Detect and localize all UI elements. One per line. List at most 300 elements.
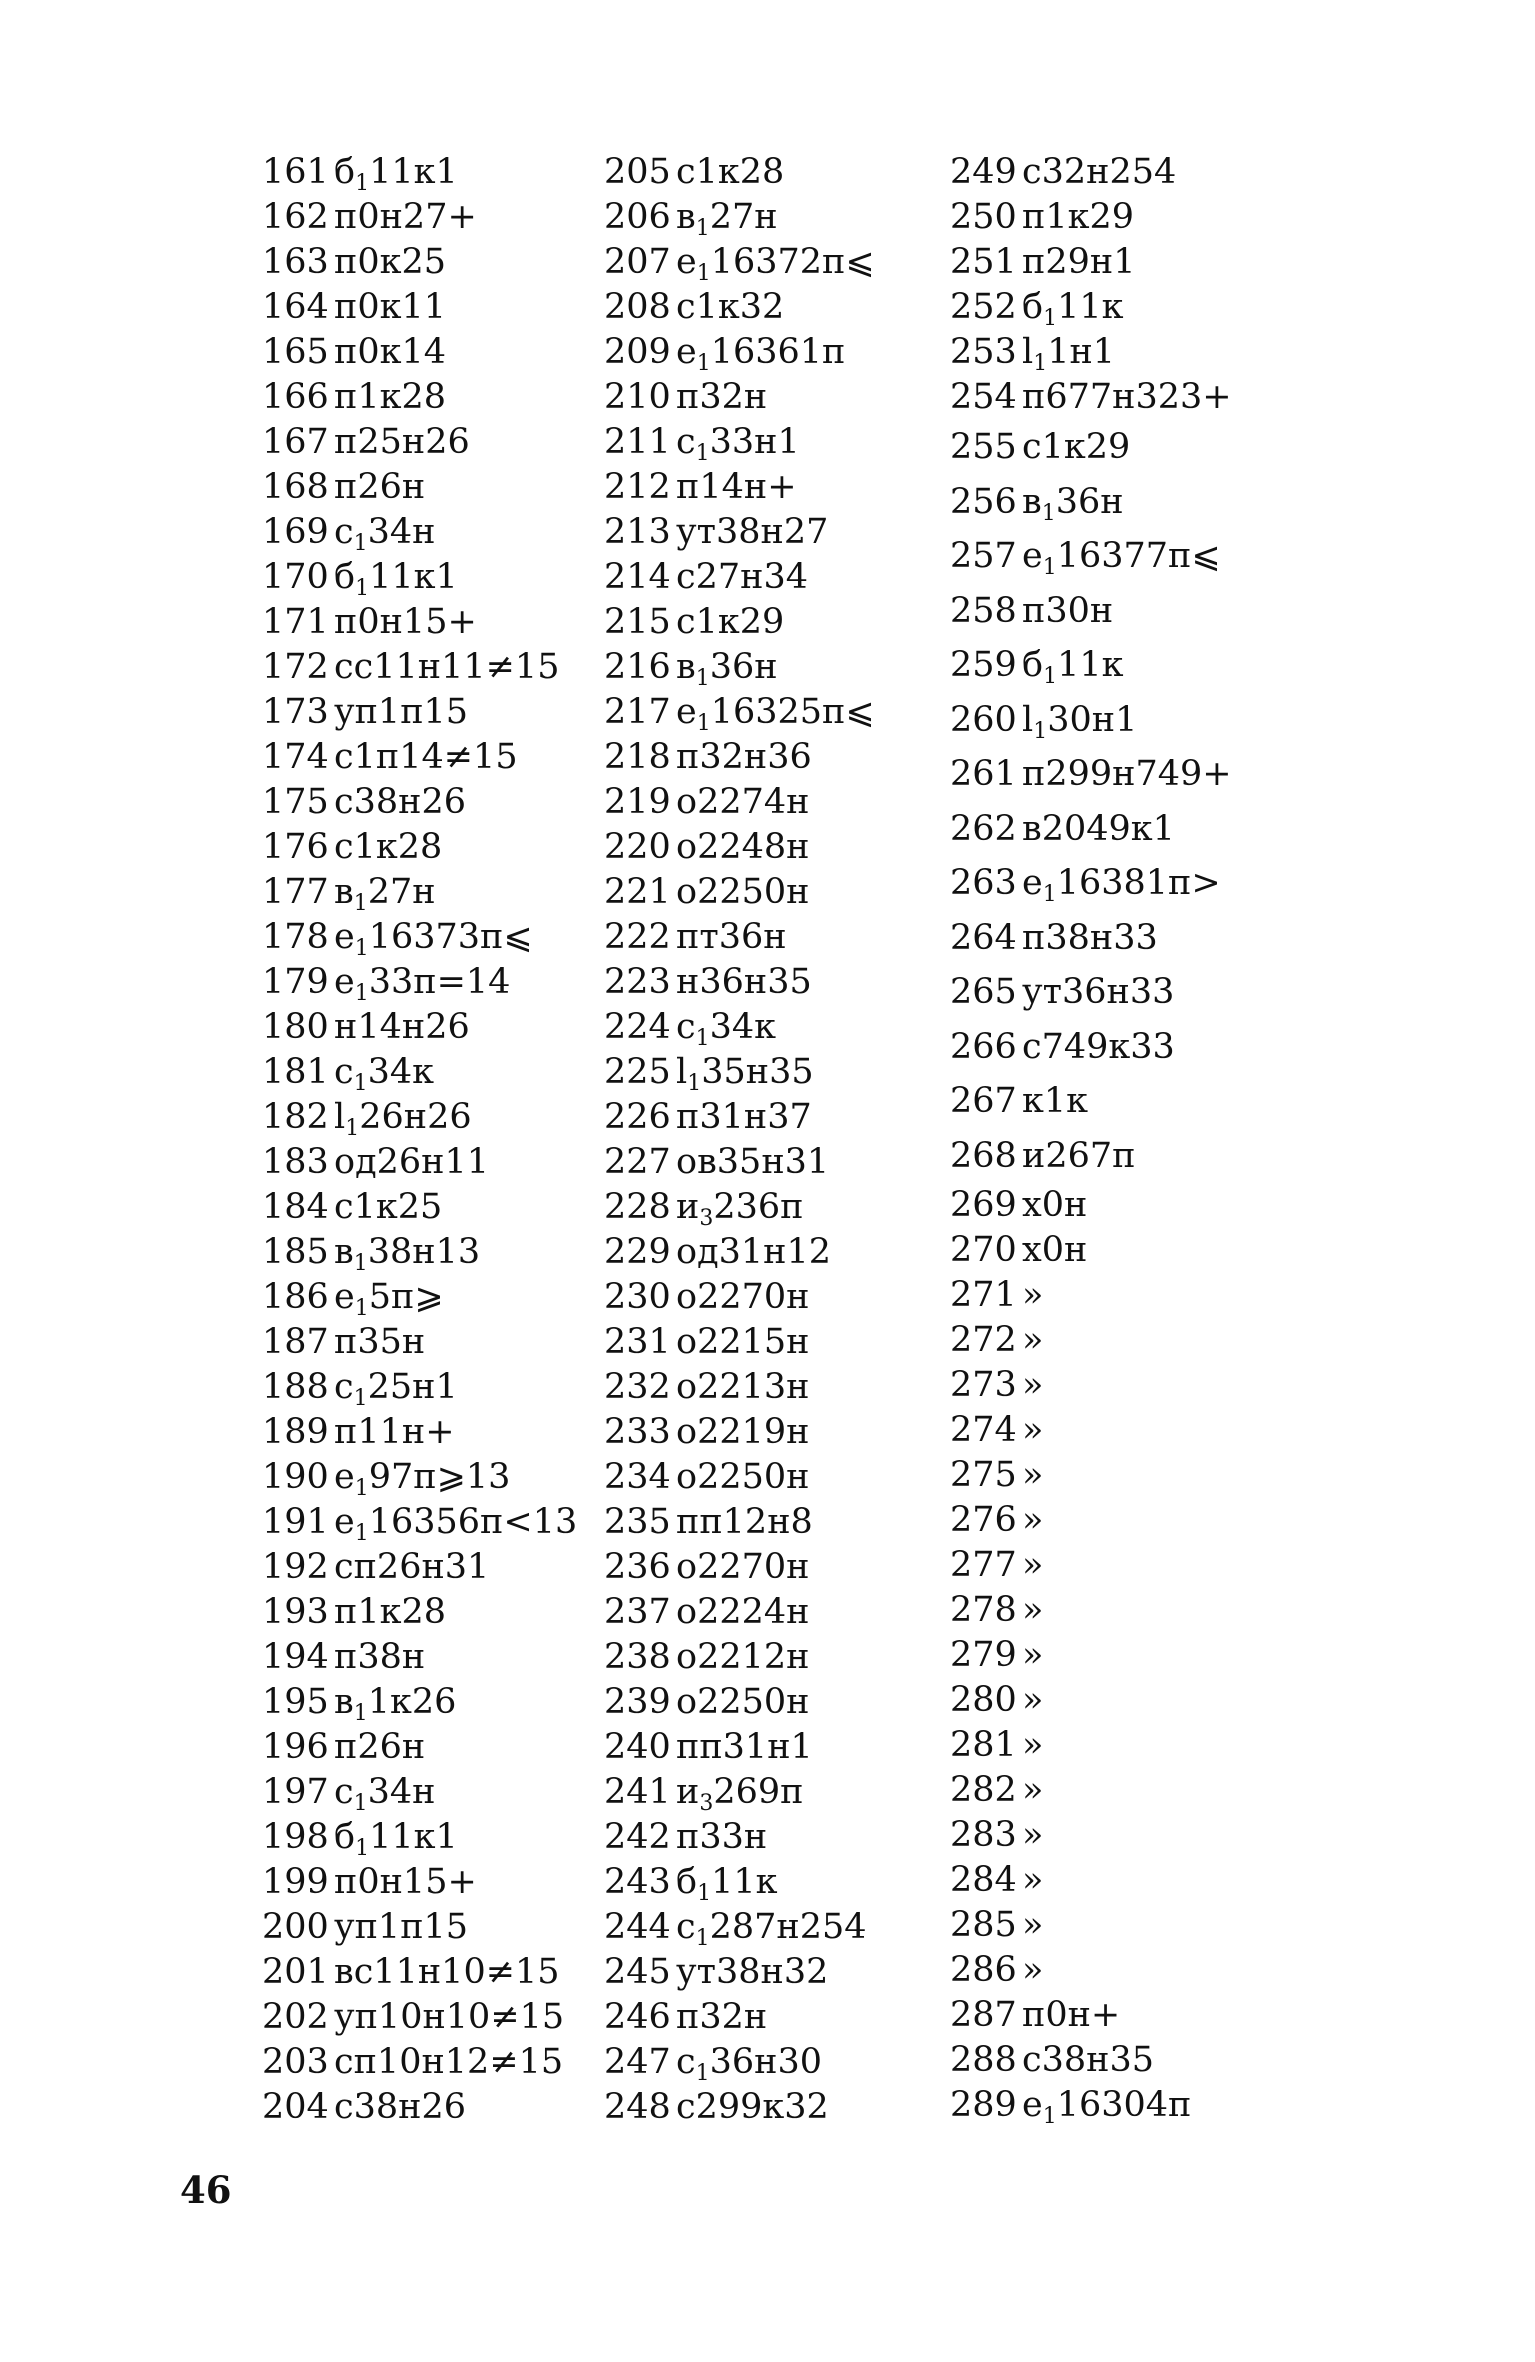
code-subscript: 1 — [355, 576, 370, 601]
code-text: » — [1022, 1455, 1044, 1495]
entry-number: 289 — [950, 2085, 1017, 2125]
entry-number: 201 — [262, 1952, 329, 1992]
entry-code — [1022, 1453, 1043, 1498]
listing-entry — [950, 2038, 1270, 2083]
entry-number: 226 — [604, 1097, 671, 1137]
listing-entry — [604, 1500, 924, 1545]
code-subscript: 1 — [353, 891, 368, 916]
entry-code — [676, 1680, 809, 1725]
entry-code — [676, 1275, 809, 1320]
code-subscript: 1 — [354, 981, 369, 1006]
entry-number: 285 — [950, 1905, 1017, 1945]
entry-code — [334, 1005, 470, 1050]
entry-number: 239 — [604, 1682, 671, 1722]
entry-number: 191 — [262, 1502, 329, 1542]
code-text: с — [676, 1907, 696, 1947]
entry-code — [676, 1860, 778, 1905]
code-text: н14н26 — [334, 1007, 470, 1047]
code-text: пт36н — [676, 917, 787, 957]
code-text: б — [334, 152, 356, 192]
code-text: е — [334, 1502, 355, 1542]
listing-entry — [262, 1230, 582, 1275]
listing-entry — [604, 1410, 924, 1455]
code-text: уп1п15 — [334, 692, 469, 732]
entry-number: 194 — [262, 1637, 329, 1677]
entry-number: 186 — [262, 1277, 329, 1317]
entry-code — [1022, 475, 1124, 530]
code-subscript: 3 — [699, 1206, 714, 1231]
entry-code — [676, 1230, 831, 1275]
entry-code — [676, 240, 875, 285]
code-text-rest: 36н — [1055, 481, 1124, 522]
entry-code — [1022, 911, 1158, 966]
code-text: о2215н — [676, 1322, 810, 1362]
entry-number: 253 — [950, 332, 1017, 372]
code-subscript: 1 — [695, 2061, 710, 2086]
listing-entry — [604, 240, 924, 285]
listing-entry — [950, 965, 1270, 1020]
entry-number: 208 — [604, 287, 671, 327]
entry-code — [1022, 1408, 1043, 1453]
entry-number: 193 — [262, 1592, 329, 1632]
listing-entry — [262, 1455, 582, 1500]
entry-code — [334, 150, 458, 195]
code-text: в — [676, 647, 696, 687]
entry-code — [1022, 1228, 1087, 1273]
entry-code — [676, 735, 812, 780]
listing-entry — [262, 780, 582, 825]
code-text: с1к25 — [334, 1187, 443, 1227]
listing-entry — [950, 285, 1270, 330]
code-text-rest: 11к — [1057, 645, 1124, 685]
code-subscript: 1 — [354, 1476, 369, 1501]
listing-entry — [604, 735, 924, 780]
entry-number: 177 — [262, 872, 329, 912]
code-text: п32н — [676, 1997, 768, 2037]
entry-number: 179 — [262, 962, 329, 1002]
listing-entry — [950, 747, 1270, 802]
entry-code — [676, 2040, 822, 2085]
entry-number: 282 — [950, 1770, 1017, 1810]
code-text: с — [334, 512, 354, 552]
entry-code — [1022, 1768, 1043, 1813]
listing-entry — [950, 1498, 1270, 1543]
code-subscript: 3 — [699, 1791, 714, 1816]
entry-code — [334, 1860, 477, 1905]
code-text: б — [676, 1862, 698, 1902]
code-text: и267п — [1022, 1135, 1136, 1176]
entry-code — [676, 1365, 809, 1410]
listing-entry — [950, 1948, 1270, 1993]
entry-number: 171 — [262, 602, 329, 642]
entry-number: 212 — [604, 467, 671, 507]
entry-number: 248 — [604, 2087, 671, 2127]
listing-entry — [604, 1995, 924, 2040]
entry-code — [676, 1095, 812, 1140]
code-text: о2250н — [676, 872, 810, 912]
entry-code — [1022, 1993, 1120, 2038]
entry-number: 176 — [262, 827, 329, 867]
code-subscript: 1 — [1043, 306, 1058, 331]
entry-code — [1022, 2038, 1154, 2083]
entry-code — [676, 1815, 767, 1860]
entry-code — [676, 330, 845, 375]
entry-code — [334, 1635, 425, 1680]
entry-code — [1022, 195, 1134, 240]
code-text: е — [676, 332, 697, 372]
entry-number: 286 — [950, 1950, 1017, 1990]
entry-code — [676, 915, 787, 960]
entry-code — [334, 2085, 466, 2130]
code-text: е — [1022, 2085, 1043, 2125]
listing-entry — [950, 240, 1270, 285]
code-text-rest: 16372п⩽ — [710, 242, 875, 282]
column-2 — [604, 150, 924, 2130]
code-text: » — [1022, 1545, 1044, 1585]
listing-entry — [950, 911, 1270, 966]
entry-number: 273 — [950, 1365, 1017, 1405]
listing-entry — [950, 1273, 1270, 1318]
listing-entry — [262, 285, 582, 330]
listing-entry — [604, 1905, 924, 1950]
code-text: п38н33 — [1022, 917, 1158, 958]
listing-entry — [262, 1095, 582, 1140]
entry-code — [334, 1545, 489, 1590]
listing-entry — [604, 1005, 924, 1050]
entry-code — [334, 1230, 480, 1275]
code-text: » — [1022, 1275, 1044, 1315]
entry-code — [1022, 1858, 1043, 1903]
code-text: в — [334, 1232, 354, 1272]
entry-code — [1022, 584, 1113, 639]
listing-entry — [604, 2040, 924, 2085]
code-text: пп31н1 — [676, 1727, 813, 1767]
entry-number: 200 — [262, 1907, 329, 1947]
entry-code — [676, 1140, 829, 1185]
code-text-rest: 27н — [709, 197, 778, 237]
entry-code — [334, 1680, 456, 1725]
entry-number: 234 — [604, 1457, 671, 1497]
entry-number: 279 — [950, 1635, 1017, 1675]
entry-code — [676, 1005, 776, 1050]
code-text: п1к28 — [334, 1592, 447, 1632]
entry-code — [334, 1275, 444, 1320]
listing-entry — [604, 780, 924, 825]
entry-code — [334, 465, 425, 510]
code-text: ут38н32 — [676, 1952, 829, 1992]
code-text: о2219н — [676, 1412, 810, 1452]
column-3 — [950, 150, 1270, 2128]
listing-entry — [604, 2085, 924, 2130]
entry-code — [334, 2040, 563, 2085]
listing-entry — [604, 195, 924, 240]
code-text: l — [1022, 332, 1034, 372]
code-text: о2212н — [676, 1637, 810, 1677]
entry-number: 192 — [262, 1547, 329, 1587]
code-subscript: 1 — [1033, 351, 1048, 376]
code-text: п38н — [334, 1637, 426, 1677]
entry-code — [334, 780, 466, 825]
code-text-rest: 16377п⩽ — [1056, 536, 1221, 576]
listing-entry — [262, 1815, 582, 1860]
entry-number: 241 — [604, 1772, 671, 1812]
entry-number: 165 — [262, 332, 329, 372]
listing-entry — [262, 1005, 582, 1050]
entry-number: 189 — [262, 1412, 329, 1452]
code-text: е — [334, 917, 355, 957]
entry-number: 209 — [604, 332, 671, 372]
listing-entry — [262, 645, 582, 690]
code-text: » — [1022, 1770, 1044, 1810]
code-subscript: 1 — [1043, 664, 1058, 689]
code-text: уп1п15 — [334, 1907, 469, 1947]
entry-number: 240 — [604, 1727, 671, 1767]
listing-entry — [950, 1858, 1270, 1903]
entry-number: 276 — [950, 1500, 1017, 1540]
entry-number: 271 — [950, 1275, 1017, 1315]
entry-code — [676, 1050, 814, 1095]
code-text: б — [1022, 645, 1044, 685]
code-text: п0н+ — [1022, 1995, 1121, 2035]
entry-code — [334, 1725, 425, 1770]
code-text: п31н37 — [676, 1097, 812, 1137]
code-text: в — [334, 872, 354, 912]
column-1 — [262, 150, 582, 2130]
entry-number: 175 — [262, 782, 329, 822]
code-subscript: 1 — [345, 1116, 360, 1141]
listing-entry — [262, 1590, 582, 1635]
code-text: сп10н12≠15 — [334, 2042, 564, 2082]
entry-number: 255 — [950, 427, 1017, 467]
listing-entry — [950, 420, 1270, 475]
listing-entry — [950, 802, 1270, 857]
code-text: о2250н — [676, 1457, 810, 1497]
entry-number: 254 — [950, 377, 1017, 417]
entry-number: 263 — [950, 863, 1017, 903]
listing-entry — [604, 465, 924, 510]
entry-number: 237 — [604, 1592, 671, 1632]
entry-code — [334, 195, 477, 240]
listing-entry — [262, 825, 582, 870]
entry-code — [334, 375, 446, 420]
code-text: с1п14≠15 — [334, 737, 518, 777]
entry-number: 167 — [262, 422, 329, 462]
code-text-rest: 34к — [709, 1007, 777, 1047]
code-text: п32н — [676, 377, 768, 417]
entry-number: 163 — [262, 242, 329, 282]
listing-entry — [262, 915, 582, 960]
listing-entry — [604, 330, 924, 375]
code-text-rest: 34н — [367, 1772, 436, 1812]
listing-entry — [262, 1725, 582, 1770]
code-text: о2274н — [676, 782, 810, 822]
code-subscript: 1 — [697, 1881, 712, 1906]
code-subscript: 1 — [696, 711, 711, 736]
entry-number: 251 — [950, 242, 1017, 282]
code-text: с27н34 — [676, 557, 809, 597]
entry-code — [334, 555, 458, 600]
listing-entry — [604, 420, 924, 465]
code-text: п299н749+ — [1022, 754, 1232, 794]
code-text: пп12н8 — [676, 1502, 813, 1542]
code-text: » — [1022, 1320, 1044, 1360]
code-text: п1к29 — [1022, 197, 1135, 237]
entry-number: 204 — [262, 2087, 329, 2127]
entry-code — [676, 195, 778, 240]
code-text-rest: 5п⩾ — [368, 1277, 444, 1317]
entry-number: 265 — [950, 972, 1017, 1012]
code-text: п0н27+ — [334, 197, 477, 237]
code-text: п26н — [334, 1727, 426, 1767]
code-text-rest: 236п — [713, 1187, 804, 1227]
entry-code — [1022, 1633, 1043, 1678]
code-text-rest: 11к1 — [369, 1817, 458, 1857]
entry-code — [676, 1185, 803, 1230]
listing-entry — [950, 693, 1270, 748]
listing-entry — [262, 330, 582, 375]
code-text: од26н11 — [334, 1142, 490, 1182]
entry-number: 266 — [950, 1026, 1017, 1067]
code-subscript: 1 — [354, 936, 369, 961]
code-text: с — [334, 1772, 354, 1812]
entry-code — [676, 1320, 809, 1365]
listing-entry — [604, 870, 924, 915]
entry-code — [334, 1995, 564, 2040]
entry-number: 210 — [604, 377, 671, 417]
entry-code — [334, 1410, 455, 1455]
listing-entry — [604, 1140, 924, 1185]
entry-code — [1022, 420, 1130, 475]
code-text-rest: 33п=14 — [368, 962, 511, 1002]
entry-number: 190 — [262, 1457, 329, 1497]
entry-number: 206 — [604, 197, 671, 237]
entry-number: 221 — [604, 872, 671, 912]
entry-number: 262 — [950, 808, 1017, 849]
entry-number: 256 — [950, 481, 1017, 522]
listing-entry — [262, 240, 582, 285]
code-text: вс11н10≠15 — [334, 1952, 560, 1992]
entry-number: 261 — [950, 754, 1017, 794]
entry-code — [334, 1590, 446, 1635]
entry-code — [1022, 1129, 1135, 1184]
listing-entry — [950, 330, 1270, 375]
code-text: l — [334, 1097, 346, 1137]
code-text: » — [1022, 1905, 1044, 1945]
code-subscript: 1 — [695, 441, 710, 466]
code-text: » — [1022, 1365, 1044, 1405]
entry-number: 275 — [950, 1455, 1017, 1495]
entry-code — [334, 825, 442, 870]
listing-entry — [950, 1903, 1270, 1948]
entry-code — [1022, 1183, 1087, 1228]
entry-number: 214 — [604, 557, 671, 597]
entry-code — [334, 960, 510, 1005]
entry-number: 227 — [604, 1142, 671, 1182]
code-text: о2224н — [676, 1592, 810, 1632]
listing-entry — [950, 1183, 1270, 1228]
code-text: с — [334, 1367, 354, 1407]
listing-entry — [262, 1140, 582, 1185]
entry-code — [334, 1095, 472, 1140]
entry-code — [334, 1950, 560, 1995]
listing-entry — [950, 1020, 1270, 1075]
listing-entry — [262, 2085, 582, 2130]
code-text: е — [676, 242, 697, 282]
entry-number: 225 — [604, 1052, 671, 1092]
code-text: о2270н — [676, 1547, 810, 1587]
code-text: с38н35 — [1022, 2040, 1155, 2080]
listing-entry — [950, 195, 1270, 240]
entry-code — [676, 510, 828, 555]
entry-number: 174 — [262, 737, 329, 777]
entry-number: 267 — [950, 1081, 1017, 1121]
entry-number: 272 — [950, 1320, 1017, 1360]
code-text: е — [676, 692, 697, 732]
listing-entry — [262, 1635, 582, 1680]
code-text-rest: 11к1 — [369, 152, 458, 192]
code-text-rest: 1к26 — [367, 1682, 457, 1722]
entry-number: 268 — [950, 1135, 1017, 1176]
code-text: с38н26 — [334, 2087, 467, 2127]
entry-number: 244 — [604, 1907, 671, 1947]
entry-number: 211 — [604, 422, 671, 462]
code-text: е — [1022, 863, 1043, 903]
listing-entry — [604, 1680, 924, 1725]
entry-number: 217 — [604, 692, 671, 732]
entry-code — [676, 420, 800, 465]
entry-number: 250 — [950, 197, 1017, 237]
entry-code — [676, 2085, 829, 2130]
entry-code — [334, 330, 446, 375]
entry-code — [1022, 1543, 1043, 1588]
entry-number: 207 — [604, 242, 671, 282]
entry-code — [676, 600, 784, 645]
listing-entry — [262, 465, 582, 510]
entry-number: 162 — [262, 197, 329, 237]
entry-code — [676, 285, 784, 330]
entry-number: 246 — [604, 1997, 671, 2037]
entry-code — [334, 1365, 458, 1410]
listing-entry — [604, 825, 924, 870]
listing-entry — [604, 1815, 924, 1860]
entry-code — [676, 555, 808, 600]
listing-entry — [604, 1725, 924, 1770]
entry-code — [676, 150, 784, 195]
listing-entry — [950, 856, 1270, 911]
entry-number: 236 — [604, 1547, 671, 1587]
entry-number: 258 — [950, 590, 1017, 631]
listing-entry — [604, 960, 924, 1005]
listing-entry — [604, 1545, 924, 1590]
code-text: е — [1022, 536, 1043, 576]
entry-number: 259 — [950, 645, 1017, 685]
entry-code — [676, 780, 809, 825]
code-text-rest: 11к — [711, 1862, 778, 1902]
entry-code — [1022, 965, 1174, 1020]
entry-code — [334, 510, 435, 555]
listing-entry — [950, 1588, 1270, 1633]
entry-number: 283 — [950, 1815, 1017, 1855]
entry-number: 188 — [262, 1367, 329, 1407]
code-text: о2250н — [676, 1682, 810, 1722]
code-subscript: 1 — [687, 1071, 702, 1096]
code-text: с1к28 — [676, 152, 785, 192]
listing-entry — [262, 375, 582, 420]
code-text: в2049к1 — [1022, 808, 1175, 849]
entry-code — [676, 375, 767, 420]
code-text: » — [1022, 1500, 1044, 1540]
code-text: х0н — [1022, 1230, 1088, 1270]
